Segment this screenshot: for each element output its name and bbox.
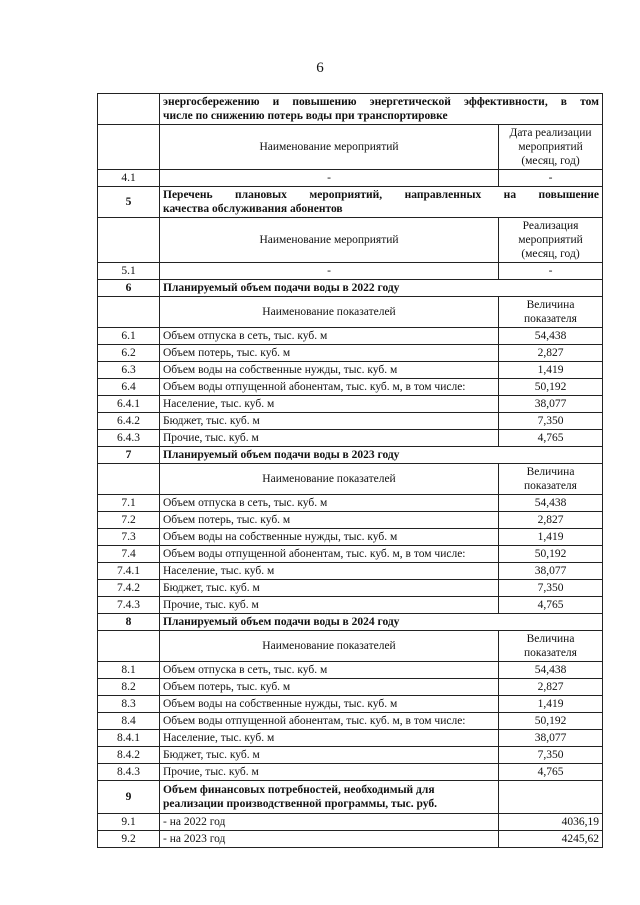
row-value: - (499, 263, 603, 280)
row-name: - (160, 263, 499, 280)
program-table (97, 93, 603, 848)
block5-header-value: Реализация мероприятий (месяц, год) (499, 218, 603, 263)
table-row (98, 679, 603, 696)
table-row (98, 563, 603, 580)
row-number: 6.4.1 (98, 396, 160, 413)
intro-text (160, 94, 603, 125)
section-number: 7 (98, 447, 160, 464)
block9-title-row (98, 781, 603, 814)
row-value: 54,438 (499, 662, 603, 679)
row-value: 1,419 (499, 529, 603, 546)
row-number: 6.1 (98, 328, 160, 345)
row-value: 1,419 (499, 362, 603, 379)
section-header-row (98, 464, 603, 495)
table-row (98, 345, 603, 362)
row-name: Объем потерь, тыс. куб. м (160, 345, 499, 362)
row-number: 9.1 (98, 814, 160, 831)
section-number: 9 (98, 781, 160, 814)
row-number: 6.4.2 (98, 413, 160, 430)
section-header-num (98, 464, 160, 495)
row-number: 6.4.3 (98, 430, 160, 447)
section-header-value: Величина показателя (499, 464, 603, 495)
table-row (98, 413, 603, 430)
row-name: Население, тыс. куб. м (160, 396, 499, 413)
row-name: Объем воды отпущенной абонентам, тыс. куб. м, в том числе: (160, 546, 499, 563)
table-row (98, 512, 603, 529)
row-number: 7.4.2 (98, 580, 160, 597)
table-row (98, 362, 603, 379)
table-row (98, 529, 603, 546)
section-number: 5 (98, 187, 160, 218)
section-title: Планируемый объем подачи воды в 2024 году (160, 614, 603, 631)
row-value: 38,077 (499, 563, 603, 580)
row-name: Прочие, тыс. куб. м (160, 764, 499, 781)
block9-empty-cell (499, 781, 603, 814)
row-value: 7,350 (499, 413, 603, 430)
intro-line-2: числе по снижению потерь воды при транспортировке (163, 110, 448, 122)
row-number: 4.1 (98, 170, 160, 187)
row-name: - (160, 170, 499, 187)
table-row (98, 379, 603, 396)
row-value: 7,350 (499, 747, 603, 764)
row-number: 8.2 (98, 679, 160, 696)
row-name: Объем потерь, тыс. куб. м (160, 679, 499, 696)
section-header-row (98, 297, 603, 328)
row-value: 7,350 (499, 580, 603, 597)
row-number: 7.4.3 (98, 597, 160, 614)
row-value: 4245,62 (499, 831, 603, 848)
section-header-num (98, 631, 160, 662)
row-name: Объем воды на собственные нужды, тыс. куб. м (160, 529, 499, 546)
row-name: Объем воды на собственные нужды, тыс. куб. м (160, 362, 499, 379)
row-name: Население, тыс. куб. м (160, 563, 499, 580)
section-title-row (98, 280, 603, 297)
row-name: Объем отпуска в сеть, тыс. куб. м (160, 495, 499, 512)
table-row (98, 170, 603, 187)
block4-header-value: Дата реализации мероприятий (месяц, год) (499, 125, 603, 170)
table-row (98, 730, 603, 747)
section-number: 6 (98, 280, 160, 297)
row-value: 54,438 (499, 495, 603, 512)
intro-line-1: энергосбережению и повышению энергетической эффективности, в том (163, 96, 599, 108)
section-header-row (98, 631, 603, 662)
section-header-value: Величина показателя (499, 297, 603, 328)
block5-header-name: Наименование мероприятий (160, 218, 499, 263)
program-table-body (98, 94, 603, 280)
block5-title-line-2: качества обслуживания абонентов (163, 203, 343, 215)
section-title (160, 187, 603, 218)
block4-header-name: Наименование мероприятий (160, 125, 499, 170)
table-row (98, 495, 603, 512)
row-value: 50,192 (499, 713, 603, 730)
row-number: 6.2 (98, 345, 160, 362)
row-name: Объем отпуска в сеть, тыс. куб. м (160, 328, 499, 345)
row-number: 7.4 (98, 546, 160, 563)
row-name: Население, тыс. куб. м (160, 730, 499, 747)
section-header-name: Наименование показателей (160, 631, 499, 662)
section-title: Планируемый объем подачи воды в 2022 году (160, 280, 603, 297)
row-number: 9.2 (98, 831, 160, 848)
block5-title-line-1: Перечень плановых мероприятий, направленных на повышение (163, 189, 599, 201)
row-name: Объем воды отпущенной абонентам, тыс. куб. м, в том числе: (160, 713, 499, 730)
row-name: Бюджет, тыс. куб. м (160, 413, 499, 430)
row-value: 50,192 (499, 379, 603, 396)
row-name: Бюджет, тыс. куб. м (160, 580, 499, 597)
row-number: 8.4 (98, 713, 160, 730)
intro-row (98, 94, 603, 125)
row-number: 8.4.2 (98, 747, 160, 764)
table-row (98, 814, 603, 831)
table-row (98, 747, 603, 764)
row-value: 1,419 (499, 696, 603, 713)
row-name: Прочие, тыс. куб. м (160, 430, 499, 447)
row-number: 8.1 (98, 662, 160, 679)
row-number: 6.4 (98, 379, 160, 396)
row-value: 4,765 (499, 430, 603, 447)
sections-body (98, 280, 603, 781)
row-value: 54,438 (499, 328, 603, 345)
row-name: Объем воды на собственные нужды, тыс. куб. м (160, 696, 499, 713)
row-value: 4,765 (499, 597, 603, 614)
row-name: Прочие, тыс. куб. м (160, 597, 499, 614)
block5-header-num (98, 218, 160, 263)
section-header-name: Наименование показателей (160, 464, 499, 495)
table-row (98, 546, 603, 563)
table-row (98, 696, 603, 713)
row-value: 2,827 (499, 679, 603, 696)
row-value: 4,765 (499, 764, 603, 781)
row-number: 7.3 (98, 529, 160, 546)
row-value: 2,827 (499, 345, 603, 362)
table-row (98, 263, 603, 280)
row-value: 38,077 (499, 396, 603, 413)
row-value: 2,827 (499, 512, 603, 529)
row-name: - на 2022 год (160, 814, 499, 831)
section-header-value: Величина показателя (499, 631, 603, 662)
section-title-row (98, 447, 603, 464)
table-row (98, 396, 603, 413)
block4-header-row (98, 125, 603, 170)
section-title: Объем финансовых потребностей, необходимый для реализации производственной программы, тыс. руб. (160, 781, 499, 814)
page-number: 6 (316, 60, 324, 76)
table-row (98, 328, 603, 345)
section-title-row (98, 614, 603, 631)
block9-body (98, 781, 603, 848)
table-row (98, 764, 603, 781)
block5-header-row (98, 218, 603, 263)
row-value: - (499, 170, 603, 187)
row-name: Объем потерь, тыс. куб. м (160, 512, 499, 529)
table-row (98, 597, 603, 614)
row-name: Объем воды отпущенной абонентам, тыс. куб. м, в том числе: (160, 379, 499, 396)
row-number: 5.1 (98, 263, 160, 280)
row-name: - на 2023 год (160, 831, 499, 848)
table-row (98, 662, 603, 679)
intro-num-cell (98, 94, 160, 125)
row-number: 7.2 (98, 512, 160, 529)
row-name: Бюджет, тыс. куб. м (160, 747, 499, 764)
table-row (98, 580, 603, 597)
row-number: 8.3 (98, 696, 160, 713)
section-header-num (98, 297, 160, 328)
section-title: Планируемый объем подачи воды в 2023 году (160, 447, 603, 464)
row-name: Объем отпуска в сеть, тыс. куб. м (160, 662, 499, 679)
table-row (98, 831, 603, 848)
row-number: 8.4.1 (98, 730, 160, 747)
section-header-name: Наименование показателей (160, 297, 499, 328)
row-number: 7.4.1 (98, 563, 160, 580)
block5-title-row (98, 187, 603, 218)
row-value: 50,192 (499, 546, 603, 563)
section-number: 8 (98, 614, 160, 631)
row-value: 38,077 (499, 730, 603, 747)
row-value: 4036,19 (499, 814, 603, 831)
block4-header-num (98, 125, 160, 170)
table-row (98, 430, 603, 447)
row-number: 7.1 (98, 495, 160, 512)
table-row (98, 713, 603, 730)
row-number: 8.4.3 (98, 764, 160, 781)
row-number: 6.3 (98, 362, 160, 379)
